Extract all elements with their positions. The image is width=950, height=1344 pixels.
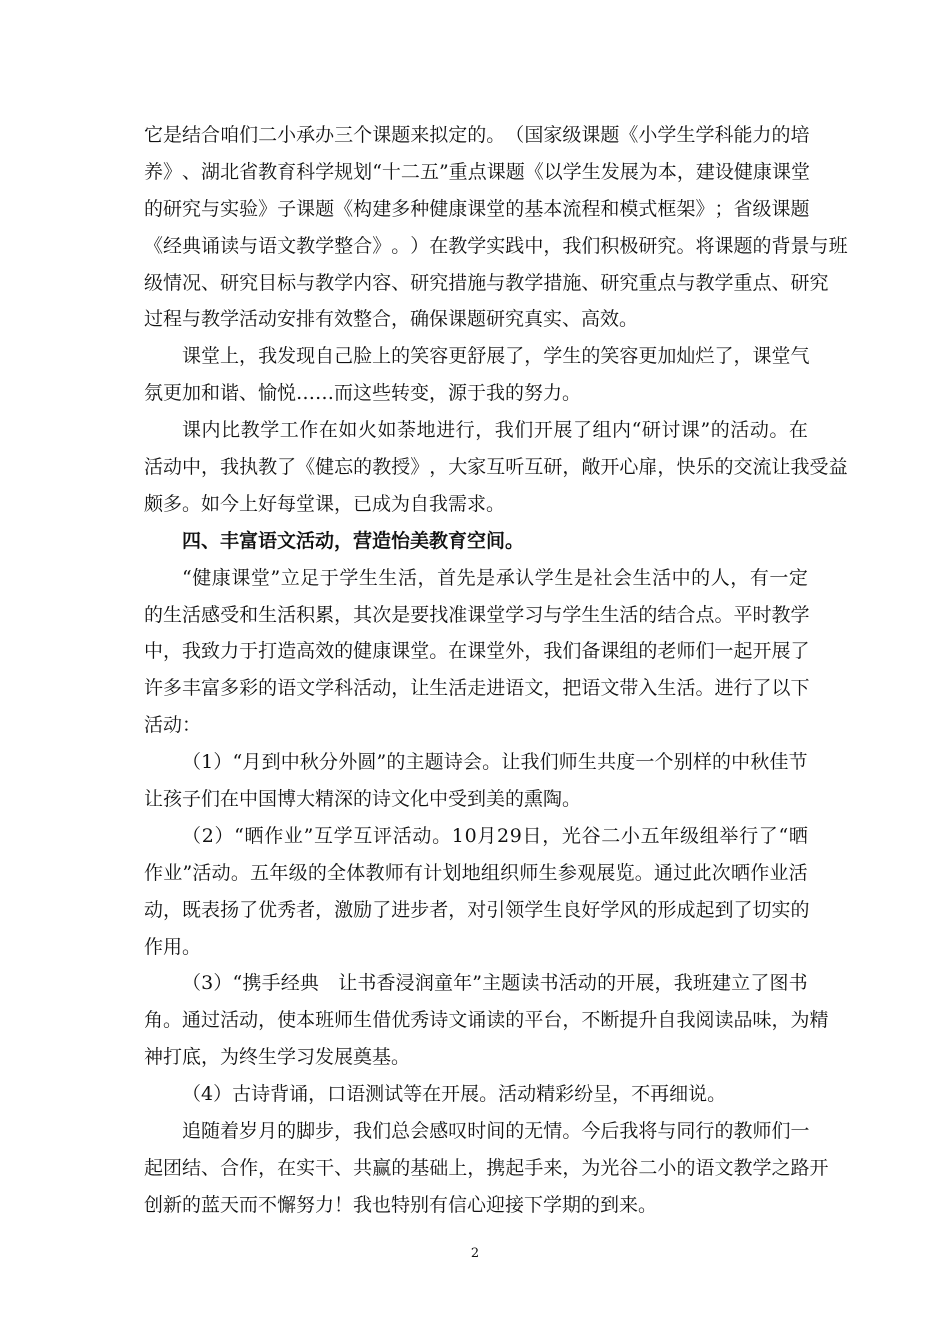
text-line: （4）古诗背诵，口语测试等在开展。活动精彩纷呈，不再细说。: [182, 1083, 727, 1106]
text-line: 角 。 通 过 活 动 ， 使 本 班 师 生 借 优 秀 诗 文 诵 读 的 平 台 ， 不 断 提 升 自 我 阅 读 品 味 ， 为 精: [144, 1009, 829, 1032]
text-line: （ 1 ） “ 月 到 中 秋 分 外 圆 ” 的 主 题 诗 会 。 让 我 们 师 生 共 度 一 个 别 样 的 中 秋 佳 节: [182, 751, 808, 774]
text-line: 活 动 中 ， 我 执 教 了 《 健 忘 的 教 授 》 ， 大 家 互 听 互 研 ， 敞 开 心 扉 ， 快 乐 的 交 流 让 我 受 益: [144, 456, 848, 479]
text-line: 过程与教学活动安排有效整合，确保课题研究真实、高效。: [144, 308, 639, 331]
text-line: “ 健 康 课 堂 ” 立 足 于 学 生 生 活 ， 首 先 是 承 认 学 生 是 社 会 生 活 中 的 人 ， 有 一 定: [182, 566, 808, 589]
text-line: 颇多。如今上好每堂课，已成为自我需求。: [144, 492, 506, 515]
text-line: 中 ， 我 致 力 于 打 造 高 效 的 健 康 课 堂 。 在 课 堂 外 ， 我 们 备 课 组 的 老 师 们 一 起 开 展 了: [144, 640, 810, 663]
text-line: 氛更加和谐、愉悦……而这些转变，源于我的努力。: [144, 382, 582, 405]
text-line: （ 2 ） “ 晒 作 业 ” 互 学 互 评 活 动 。 1 0 月 2 9 日 ， 光 谷 二 小 五 年 级 组 举 行 了 “ 晒: [182, 824, 808, 847]
text-line: 神打底，为终生学习发展奠基。: [144, 1046, 411, 1069]
text-line: 追 随 着 岁 月 的 脚 步 ， 我 们 总 会 感 叹 时 间 的 无 情 。 今 后 我 将 与 同 行 的 教 师 们 一: [182, 1120, 810, 1143]
text-line: 课 堂 上 ， 我 发 现 自 己 脸 上 的 笑 容 更 舒 展 了 ， 学 生 的 笑 容 更 加 灿 烂 了 ， 课 堂 气: [182, 345, 810, 368]
text-line: 的 研 究 与 实 验 》 子 课 题 《 构 建 多 种 健 康 课 堂 的 基 本 流 程 和 模 式 框 架 》 ； 省 级 课 题: [144, 197, 810, 220]
text-line: （ 3 ） “ 携 手 经 典 让 书 香 浸 润 童 年 ” 主 题 读 书 活 动 的 开 展 ， 我 班 建 立 了 图 书: [182, 972, 808, 995]
text-line: 创新的蓝天而不懈努力！我也特别有信心迎接下学期的到来。: [144, 1193, 658, 1216]
text-line: 级 情 况 、 研 究 目 标 与 教 学 内 容 、 研 究 措 施 与 教 学 措 施 、 研 究 重 点 与 教 学 重 点 、 研 究: [144, 271, 829, 294]
text-line: 让孩子们在中国博大精深的诗文化中受到美的熏陶。: [144, 788, 582, 811]
text-line: 养 》 、 湖 北 省 教 育 科 学 规 划 “ 十 二 五 ” 重 点 课 题 《 以 学 生 发 展 为 本 ， 建 设 健 康 课 堂: [144, 160, 810, 183]
text-line: 动 ， 既 表 扬 了 优 秀 者 ， 激 励 了 进 步 者 ， 对 引 领 学 生 良 好 学 风 的 形 成 起 到 了 切 实 的: [144, 898, 810, 921]
page-number: 2: [470, 1246, 480, 1261]
text-line: 课 内 比 教 学 工 作 在 如 火 如 荼 地 进 行 ， 我 们 开 展 了 组 内 “ 研 讨 课 ” 的 活 动 。 在: [182, 419, 808, 442]
text-line: 作 业 ” 活 动 。 五 年 级 的 全 体 教 师 有 计 划 地 组 织 师 生 参 观 展 览 。 通 过 此 次 晒 作 业 活: [144, 861, 808, 884]
text-line: 的 生 活 感 受 和 生 活 积 累 ， 其 次 是 要 找 准 课 堂 学 习 与 学 生 生 活 的 结 合 点 。 平 时 教 学: [144, 603, 810, 626]
text-line: 作用。: [144, 935, 202, 958]
text-line: 起 团 结 、 合 作 ， 在 实 干 、 共 赢 的 基 础 上 ， 携 起 手 来 ， 为 光 谷 二 小 的 语 文 教 学 之 路 开: [144, 1156, 829, 1179]
text-line: 它 是 结 合 咱 们 二 小 承 办 三 个 课 题 来 拟 定 的 。 （ 国 家 级 课 题 《 小 学 生 学 科 能 力 的 培: [144, 124, 810, 146]
document-body: [144, 117, 848, 1224]
text-line: 活动：: [144, 714, 202, 737]
text-line: 《 经 典 诵 读 与 语 文 教 学 整 合 》 。 ） 在 教 学 实 践 中 ， 我 们 积 极 研 究 。 将 课 题 的 背 景 与 班: [144, 234, 848, 257]
section-heading: 四、丰富语文活动，营造怡美教育空间。: [182, 529, 525, 552]
text-line: 许 多 丰 富 多 彩 的 语 文 学 科 活 动 ， 让 生 活 走 进 语 文 ， 把 语 文 带 入 生 活 。 进 行 了 以 下: [144, 677, 810, 700]
